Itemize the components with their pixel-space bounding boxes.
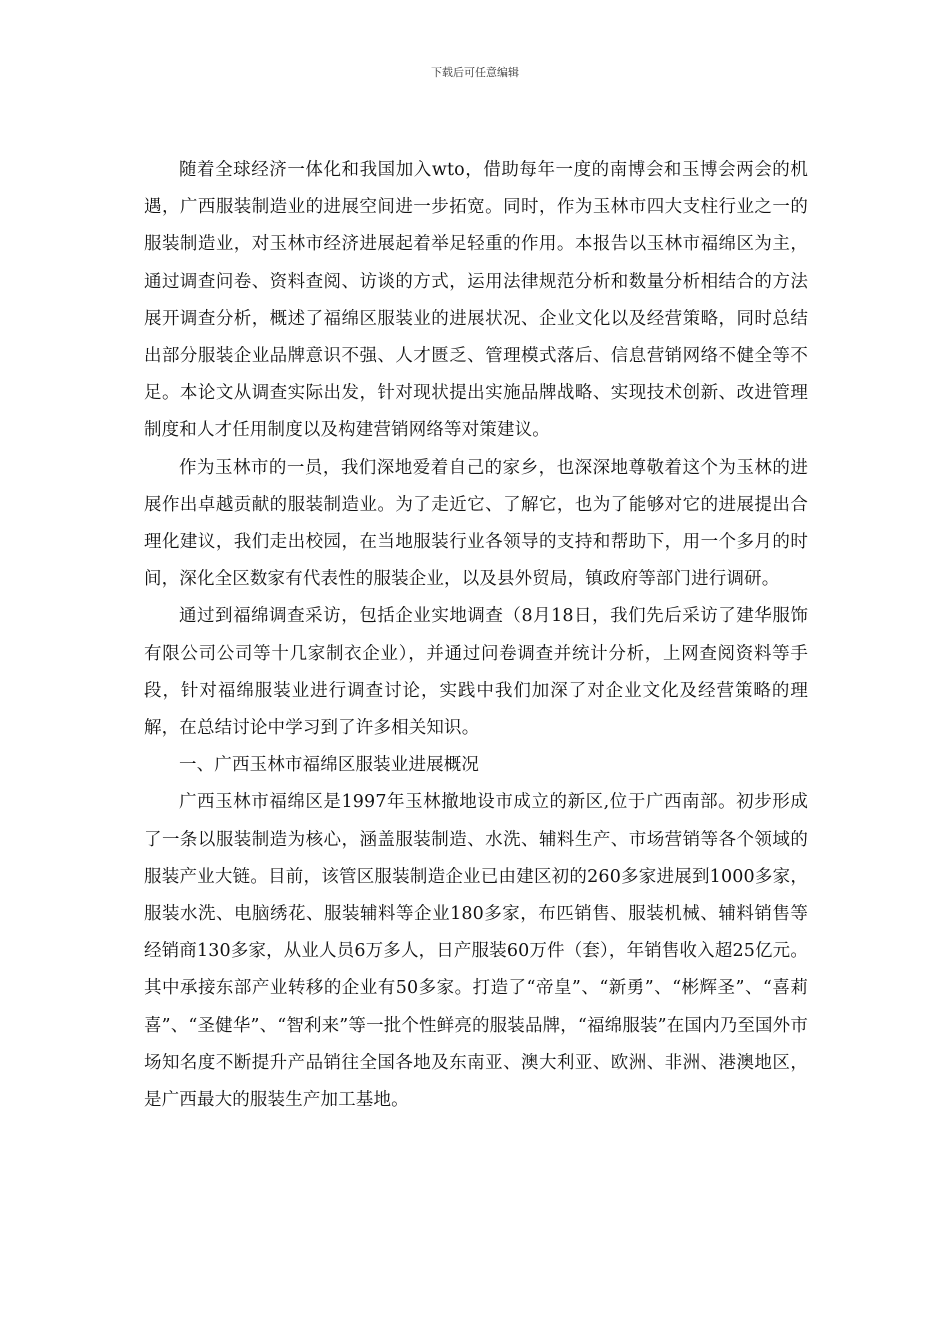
paragraph-intro-abstract: 随着全球经济一体化和我国加入wto，借助每年一度的南博会和玉博会两会的机遇，广西服装制造业的进展空间进一步拓宽。同时，作为玉林市四大支柱行业之一的服装制造业，对玉林市经济进展起着举足轻重的作用。本报告以玉林市福绵区为主，通过调查问卷、资料查阅、访谈的方式，运用法律规范分析和数量分析相结合的方法展开调查分析，概述了福绵区服装业的进展状况、企业文化以及经营策略，同时总结出部分服装企业品牌意识不强、人才匮乏、管理模式落后、信息营销网络不健全等不足。本论文从调查实际出发，针对现状提出实施品牌战略、实现技术创新、改进管理制度和人才任用制度以及构建营销网络等对策建议。: [144, 160, 808, 441]
paragraph-motivation: 作为玉林市的一员，我们深地爱着自己的家乡，也深深地尊敬着这个为玉林的进展作出卓越贡献的服装制造业。为了走近它、了解它，也为了能够对它的进展提出合理化建议，我们走出校园，在当地服装行业各领导的支持和帮助下，用一个多月的时间，深化全区数家有代表性的服装企业，以及县外贸局，镇政府等部门进行调研。: [144, 457, 808, 590]
paragraph-overview: 广西玉林市福绵区是1997年玉林撤地设市成立的新区,位于广西南部。初步形成了一条以服装制造为核心，涵盖服装制造、水洗、辅料生产、市场营销等各个领域的服装产业大链。目前，该管区服装制造企业已由建区初的260多家进展到1000多家，服装水洗、电脑绣花、服装辅料等企业180多家，布匹销售、服装机械、辅料销售等经销商130多家，从业人员6万多人，日产服装60万件（套），年销售收入超25亿元。其中承接东部产业转移的企业有50多家。打造了“帝皇”、“新勇”、“彬辉圣”、“喜莉喜”、“圣健华”、“智利来”等一批个性鲜亮的服装品牌，“福绵服装”在国内乃至国外市场知名度不断提升产品销往全国各地及东南亚、澳大利亚、欧洲、非洲、港澳地区，是广西最大的服装生产加工基地。: [144, 792, 808, 1111]
document-body: [144, 152, 808, 1119]
paragraph-method: 通过到福绵调查采访，包括企业实地调查（8月18日，我们先后采访了建华服饰有限公司公司等十几家制衣企业），并通过问卷调查并统计分析，上网查阅资料等手段，针对福绵服装业进行调查讨论，实践中我们加深了对企业文化及经营策略的理解，在总结讨论中学习到了许多相关知识。: [144, 606, 808, 739]
page-header: 下载后可任意编辑: [431, 66, 519, 79]
section-heading-1: 一、广西玉林市福绵区服装业进展概况: [179, 755, 480, 776]
